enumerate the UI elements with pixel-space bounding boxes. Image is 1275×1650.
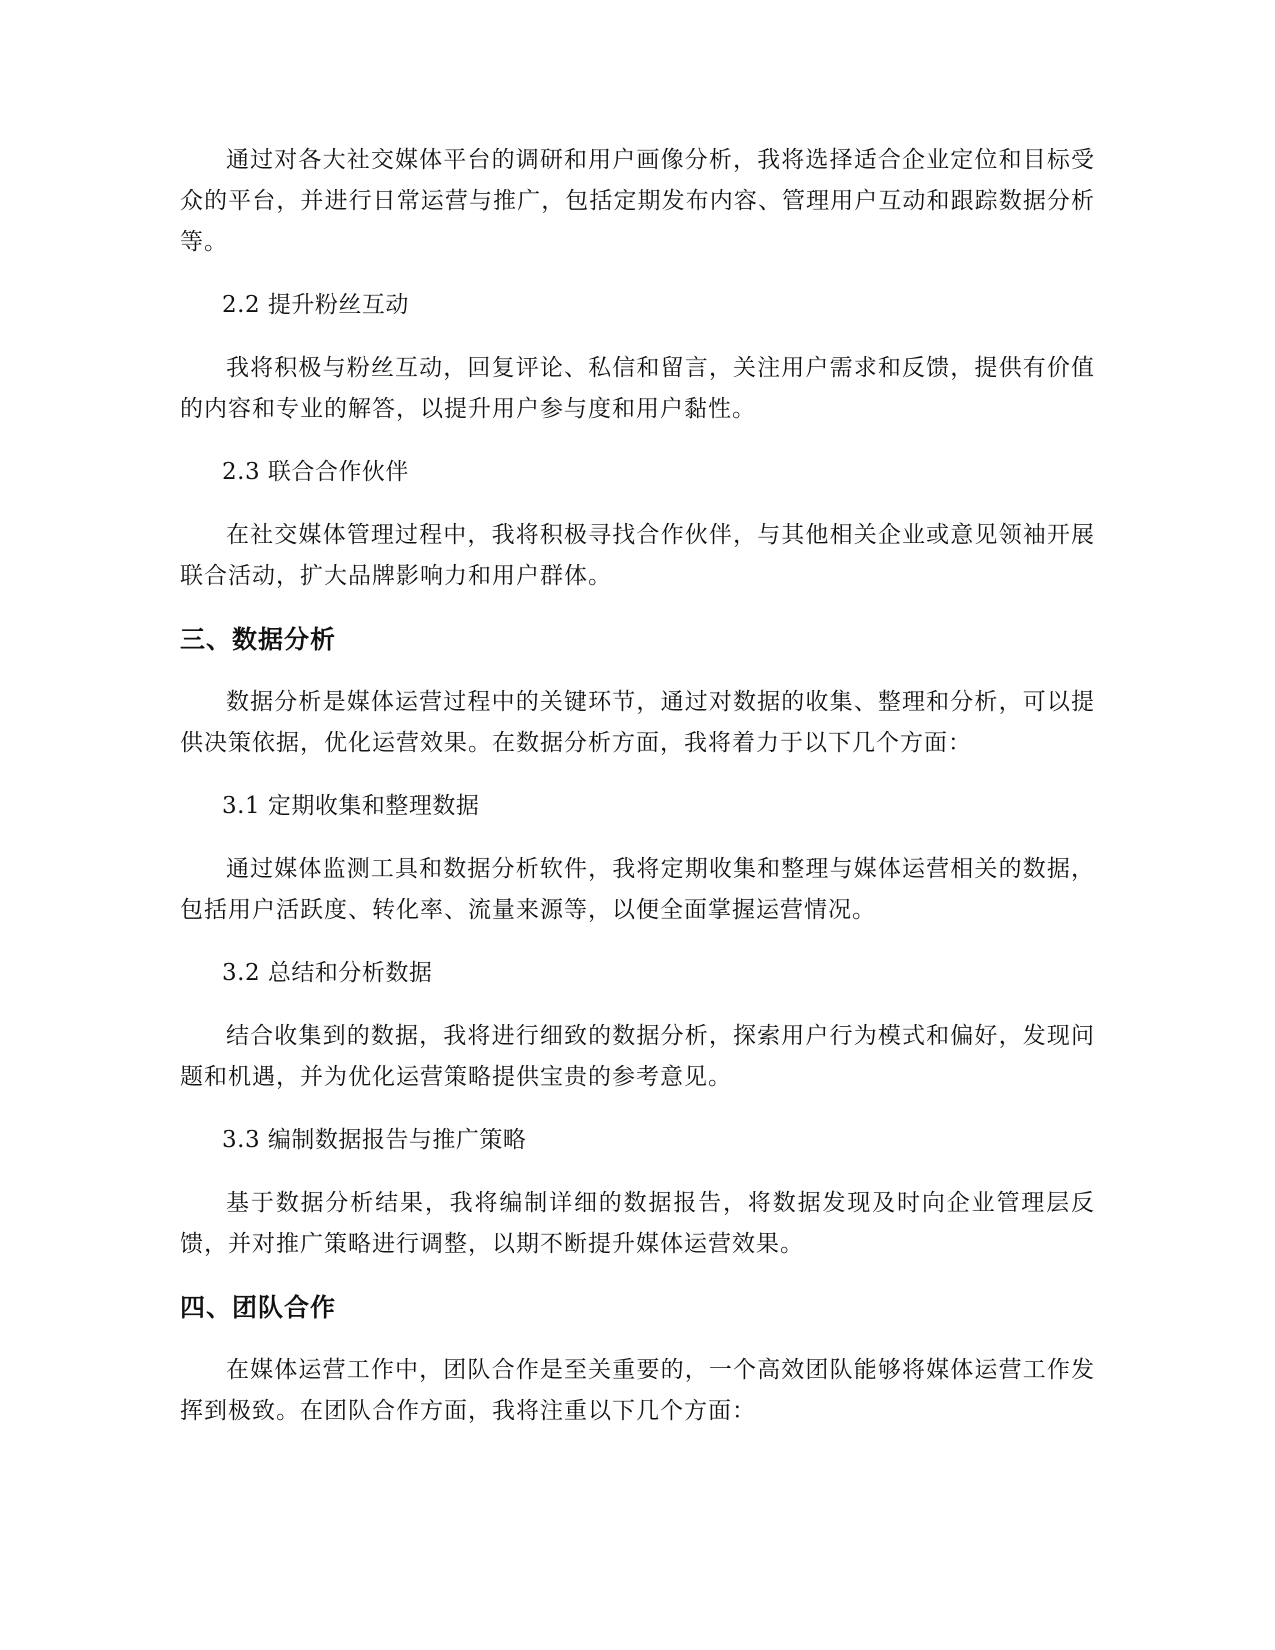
subheading-3-3: 3.3 编制数据报告与推广策略 xyxy=(222,1127,527,1153)
paragraph-data-summary: 结合收集到的数据，我将进行细致的数据分析，探索用户行为模式和偏好，发现问题和机遇，并为优化运营策略提供宝贵的参考意见。 xyxy=(180,1023,1095,1090)
subheading-3-1: 3.1 定期收集和整理数据 xyxy=(222,793,480,819)
subheading-2-2: 2.2 提升粉丝互动 xyxy=(222,292,409,318)
subheading-3-2: 3.2 总结和分析数据 xyxy=(222,960,433,986)
paragraph-data-analysis-intro: 数据分析是媒体运营过程中的关键环节，通过对数据的收集、整理和分析，可以提供决策依据，优化运营效果。在数据分析方面，我将着力于以下几个方面： xyxy=(180,689,1095,756)
paragraph-data-collection: 通过媒体监测工具和数据分析软件，我将定期收集和整理与媒体运营相关的数据，包括用户活跃度、转化率、流量来源等，以便全面掌握运营情况。 xyxy=(180,856,1095,923)
section-title-teamwork: 四、团队合作 xyxy=(180,1293,337,1322)
subheading-2-3: 2.3 联合合作伙伴 xyxy=(222,459,409,485)
paragraph-partners: 在社交媒体管理过程中，我将积极寻找合作伙伴，与其他相关企业或意见领袖开展联合活动，扩大品牌影响力和用户群体。 xyxy=(180,522,1095,589)
paragraph-teamwork-intro: 在媒体运营工作中，团队合作是至关重要的，一个高效团队能够将媒体运营工作发挥到极致。在团队合作方面，我将注重以下几个方面： xyxy=(180,1357,1095,1424)
paragraph-social-platform-operation: 通过对各大社交媒体平台的调研和用户画像分析，我将选择适合企业定位和目标受众的平台，并进行日常运营与推广，包括定期发布内容、管理用户互动和跟踪数据分析等。 xyxy=(180,147,1095,255)
paragraph-data-report: 基于数据分析结果，我将编制详细的数据报告，将数据发现及时向企业管理层反馈，并对推广策略进行调整，以期不断提升媒体运营效果。 xyxy=(180,1190,1095,1257)
paragraph-fan-interaction: 我将积极与粉丝互动，回复评论、私信和留言，关注用户需求和反馈，提供有价值的内容和专业的解答，以提升用户参与度和用户黏性。 xyxy=(180,355,1095,422)
section-title-data-analysis: 三、数据分析 xyxy=(180,625,337,654)
document-body xyxy=(180,140,1095,1454)
